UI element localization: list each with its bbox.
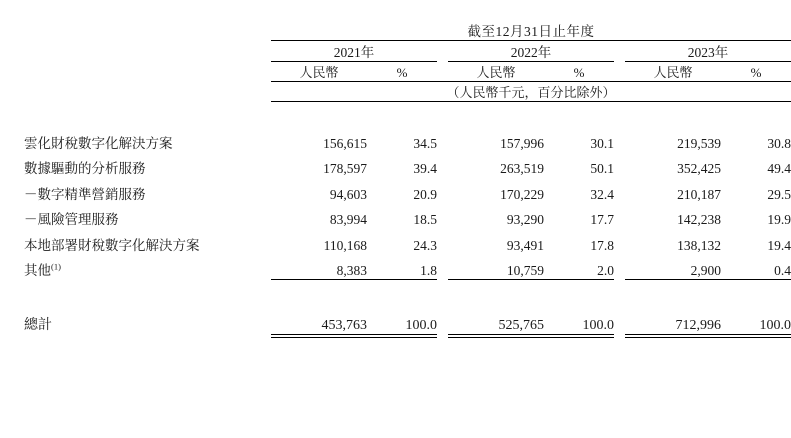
subheader-currency-2021: 人民幣	[299, 65, 339, 80]
column-gap	[437, 126, 448, 152]
subheader-currency-2022: 人民幣	[476, 65, 516, 80]
row-percent: 19.9	[767, 212, 791, 227]
row-value: 83,994	[329, 212, 367, 227]
year-header-2021: 2021年	[333, 45, 375, 60]
footnote-marker: (1)	[51, 261, 61, 272]
row-percent: 50.1	[590, 161, 614, 176]
row-percent: 34.5	[413, 135, 437, 151]
spacer-cell	[24, 62, 271, 81]
header-body-gap	[24, 102, 791, 126]
column-gap	[614, 41, 625, 62]
row-percent: 32.4	[590, 186, 614, 202]
total-percent: 100.0	[405, 318, 437, 333]
row-label: －數字精準營銷服務	[24, 186, 146, 202]
unit-note: （人民幣千元，百分比除外）	[446, 85, 616, 100]
total-row	[24, 304, 791, 334]
total-percent: 100.0	[582, 318, 614, 333]
row-label: 數據驅動的分析服務	[24, 161, 146, 176]
row-percent: 0.4	[774, 263, 791, 278]
column-gap	[437, 203, 448, 229]
row-percent: 19.4	[767, 237, 791, 253]
row-value: 94,603	[329, 186, 367, 202]
row-value: 8,383	[336, 263, 367, 278]
column-gap	[437, 177, 448, 203]
row-percent: 30.1	[590, 135, 614, 151]
row-percent: 17.8	[590, 237, 614, 253]
subheader-currency-2023: 人民幣	[653, 65, 693, 80]
row-percent: 17.7	[590, 212, 614, 227]
row-percent: 18.5	[413, 212, 437, 227]
year-header-2023: 2023年	[687, 45, 729, 60]
spacer-cell	[24, 14, 271, 41]
column-gap	[614, 152, 625, 178]
column-gap	[614, 254, 625, 280]
table-row	[24, 228, 791, 254]
subheader-percent-2022: %	[573, 65, 585, 80]
table-row	[24, 203, 791, 229]
column-gap	[614, 177, 625, 203]
row-percent: 2.0	[597, 263, 614, 278]
column-gap	[614, 228, 625, 254]
total-label: 總計	[24, 318, 52, 333]
column-gap	[437, 228, 448, 254]
row-value: 93,290	[506, 212, 544, 227]
column-gap	[437, 152, 448, 178]
column-gap	[437, 334, 448, 338]
total-double-rule-row	[24, 334, 791, 338]
row-value: 178,597	[323, 161, 367, 176]
row-value: 138,132	[677, 237, 721, 253]
table-row	[24, 126, 791, 152]
subheader-row	[24, 62, 791, 81]
spacer-cell	[24, 41, 271, 62]
row-percent: 30.8	[767, 135, 791, 151]
table-row	[24, 152, 791, 178]
year-header-2022: 2022年	[510, 45, 552, 60]
total-value: 453,763	[321, 318, 367, 333]
row-value: 263,519	[500, 161, 544, 176]
row-value: 142,238	[677, 212, 721, 227]
row-value: 210,187	[677, 186, 721, 202]
row-percent: 49.4	[767, 161, 791, 176]
row-value: 219,539	[677, 135, 721, 151]
double-rule-2021	[271, 334, 437, 338]
column-gap	[437, 304, 448, 334]
row-percent: 1.8	[420, 263, 437, 278]
row-value: 110,168	[323, 237, 367, 253]
table-row	[24, 177, 791, 203]
total-gap-row	[24, 280, 791, 304]
column-gap	[614, 304, 625, 334]
row-label	[24, 254, 271, 280]
column-gap	[437, 254, 448, 280]
row-percent: 39.4	[413, 161, 437, 176]
row-label-text: 其他	[24, 263, 51, 278]
subheader-percent-2023: %	[750, 65, 762, 80]
column-gap	[614, 334, 625, 338]
row-value: 2,900	[690, 263, 721, 278]
subheader-percent-2021: %	[396, 65, 408, 80]
spacer-cell	[24, 334, 271, 338]
row-value: 93,491	[506, 237, 544, 253]
total-value: 525,765	[498, 318, 544, 333]
period-header-row	[24, 14, 791, 41]
row-value: 157,996	[500, 135, 544, 151]
total-value: 712,996	[675, 318, 721, 333]
total-percent: 100.0	[759, 318, 791, 333]
row-label: 雲化財稅數字化解決方案	[24, 135, 173, 151]
column-gap	[614, 203, 625, 229]
spacer-cell	[24, 82, 271, 101]
column-gap	[614, 62, 625, 81]
table-row	[24, 254, 791, 280]
column-gap	[437, 41, 448, 62]
row-percent: 20.9	[413, 186, 437, 202]
row-value: 352,425	[677, 161, 721, 176]
row-value: 170,229	[500, 186, 544, 202]
row-value: 156,615	[323, 135, 367, 151]
column-gap	[437, 62, 448, 81]
year-header-row	[24, 41, 791, 62]
double-rule-2022	[448, 334, 614, 338]
row-label: 本地部署財稅數字化解決方案	[24, 237, 200, 253]
unit-note-row	[24, 82, 791, 101]
row-percent: 29.5	[767, 186, 791, 202]
column-gap	[614, 126, 625, 152]
period-header: 截至12月31日止年度	[271, 14, 791, 41]
double-rule-2023	[625, 334, 791, 338]
revenue-breakdown-table	[24, 14, 791, 338]
row-value: 10,759	[506, 263, 544, 278]
row-label: －風險管理服務	[24, 212, 119, 227]
row-percent: 24.3	[413, 237, 437, 253]
